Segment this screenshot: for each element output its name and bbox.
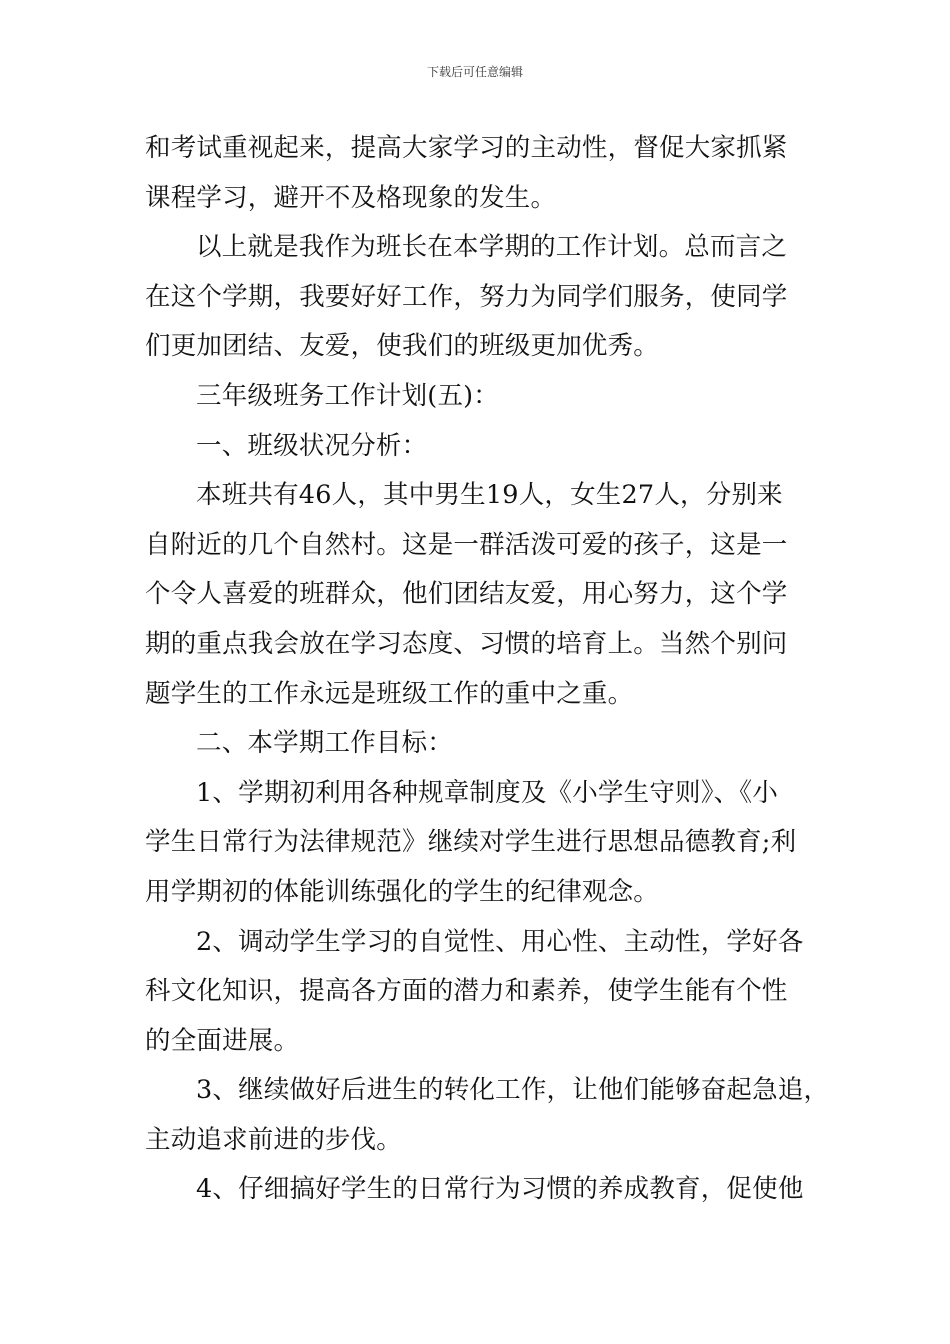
text-line-21: 主动追求前进的步伐。	[145, 1124, 403, 1155]
text-line-17: 2、调动学生学习的自觉性、用心性、主动性，学好各	[196, 926, 804, 957]
text-line-19: 的全面进展。	[145, 1025, 300, 1056]
page-header: 下载后可任意编辑	[426, 65, 523, 79]
text-line-3: 以上就是我作为班长在本学期的工作计划。总而言之	[196, 232, 788, 263]
text-line-4: 在这个学期，我要好好工作，努力为同学们服务，使同学	[145, 281, 788, 312]
text-line-18: 科文化知识，提高各方面的潜力和素养，使学生能有个性	[145, 976, 788, 1007]
text-line-14: 1、学期初利用各种规章制度及《小学生守则》、《小	[196, 777, 779, 808]
heading-semester-goals: 二、本学期工作目标：	[196, 728, 454, 759]
text-line-9: 自附近的几个自然村。这是一群活泼可爱的孩子，这是一	[145, 529, 788, 560]
text-line-8: 本班共有46人，其中男生19人，女生27人，分别来	[196, 480, 783, 511]
text-line-12: 题学生的工作永远是班级工作的重中之重。	[145, 678, 634, 709]
text-line-5: 们更加团结、友爱，使我们的班级更加优秀。	[145, 331, 660, 362]
heading-class-analysis: 一、班级状况分析：	[196, 430, 428, 461]
text-line-20: 3、继续做好后进生的转化工作，让他们能够奋起急追，	[196, 1075, 830, 1106]
section-title: 三年级班务工作计划(五)：	[196, 380, 499, 411]
text-line-10: 个令人喜爱的班群众，他们团结友爱，用心努力，这个学	[145, 579, 788, 610]
text-line-11: 期的重点我会放在学习态度、习惯的培育上。当然个别问	[145, 628, 788, 659]
document-body	[145, 124, 830, 1215]
text-line-15: 学生日常行为法律规范》继续对学生进行思想品德教育;利	[145, 827, 797, 858]
text-line-2: 课程学习，避开不及格现象的发生。	[145, 182, 557, 213]
text-line-1: 和考试重视起来，提高大家学习的主动性，督促大家抓紧	[145, 133, 788, 163]
text-line-16: 用学期初的体能训练强化的学生的纪律观念。	[145, 876, 660, 907]
text-line-22: 4、仔细搞好学生的日常行为习惯的养成教育，促使他	[196, 1174, 804, 1205]
